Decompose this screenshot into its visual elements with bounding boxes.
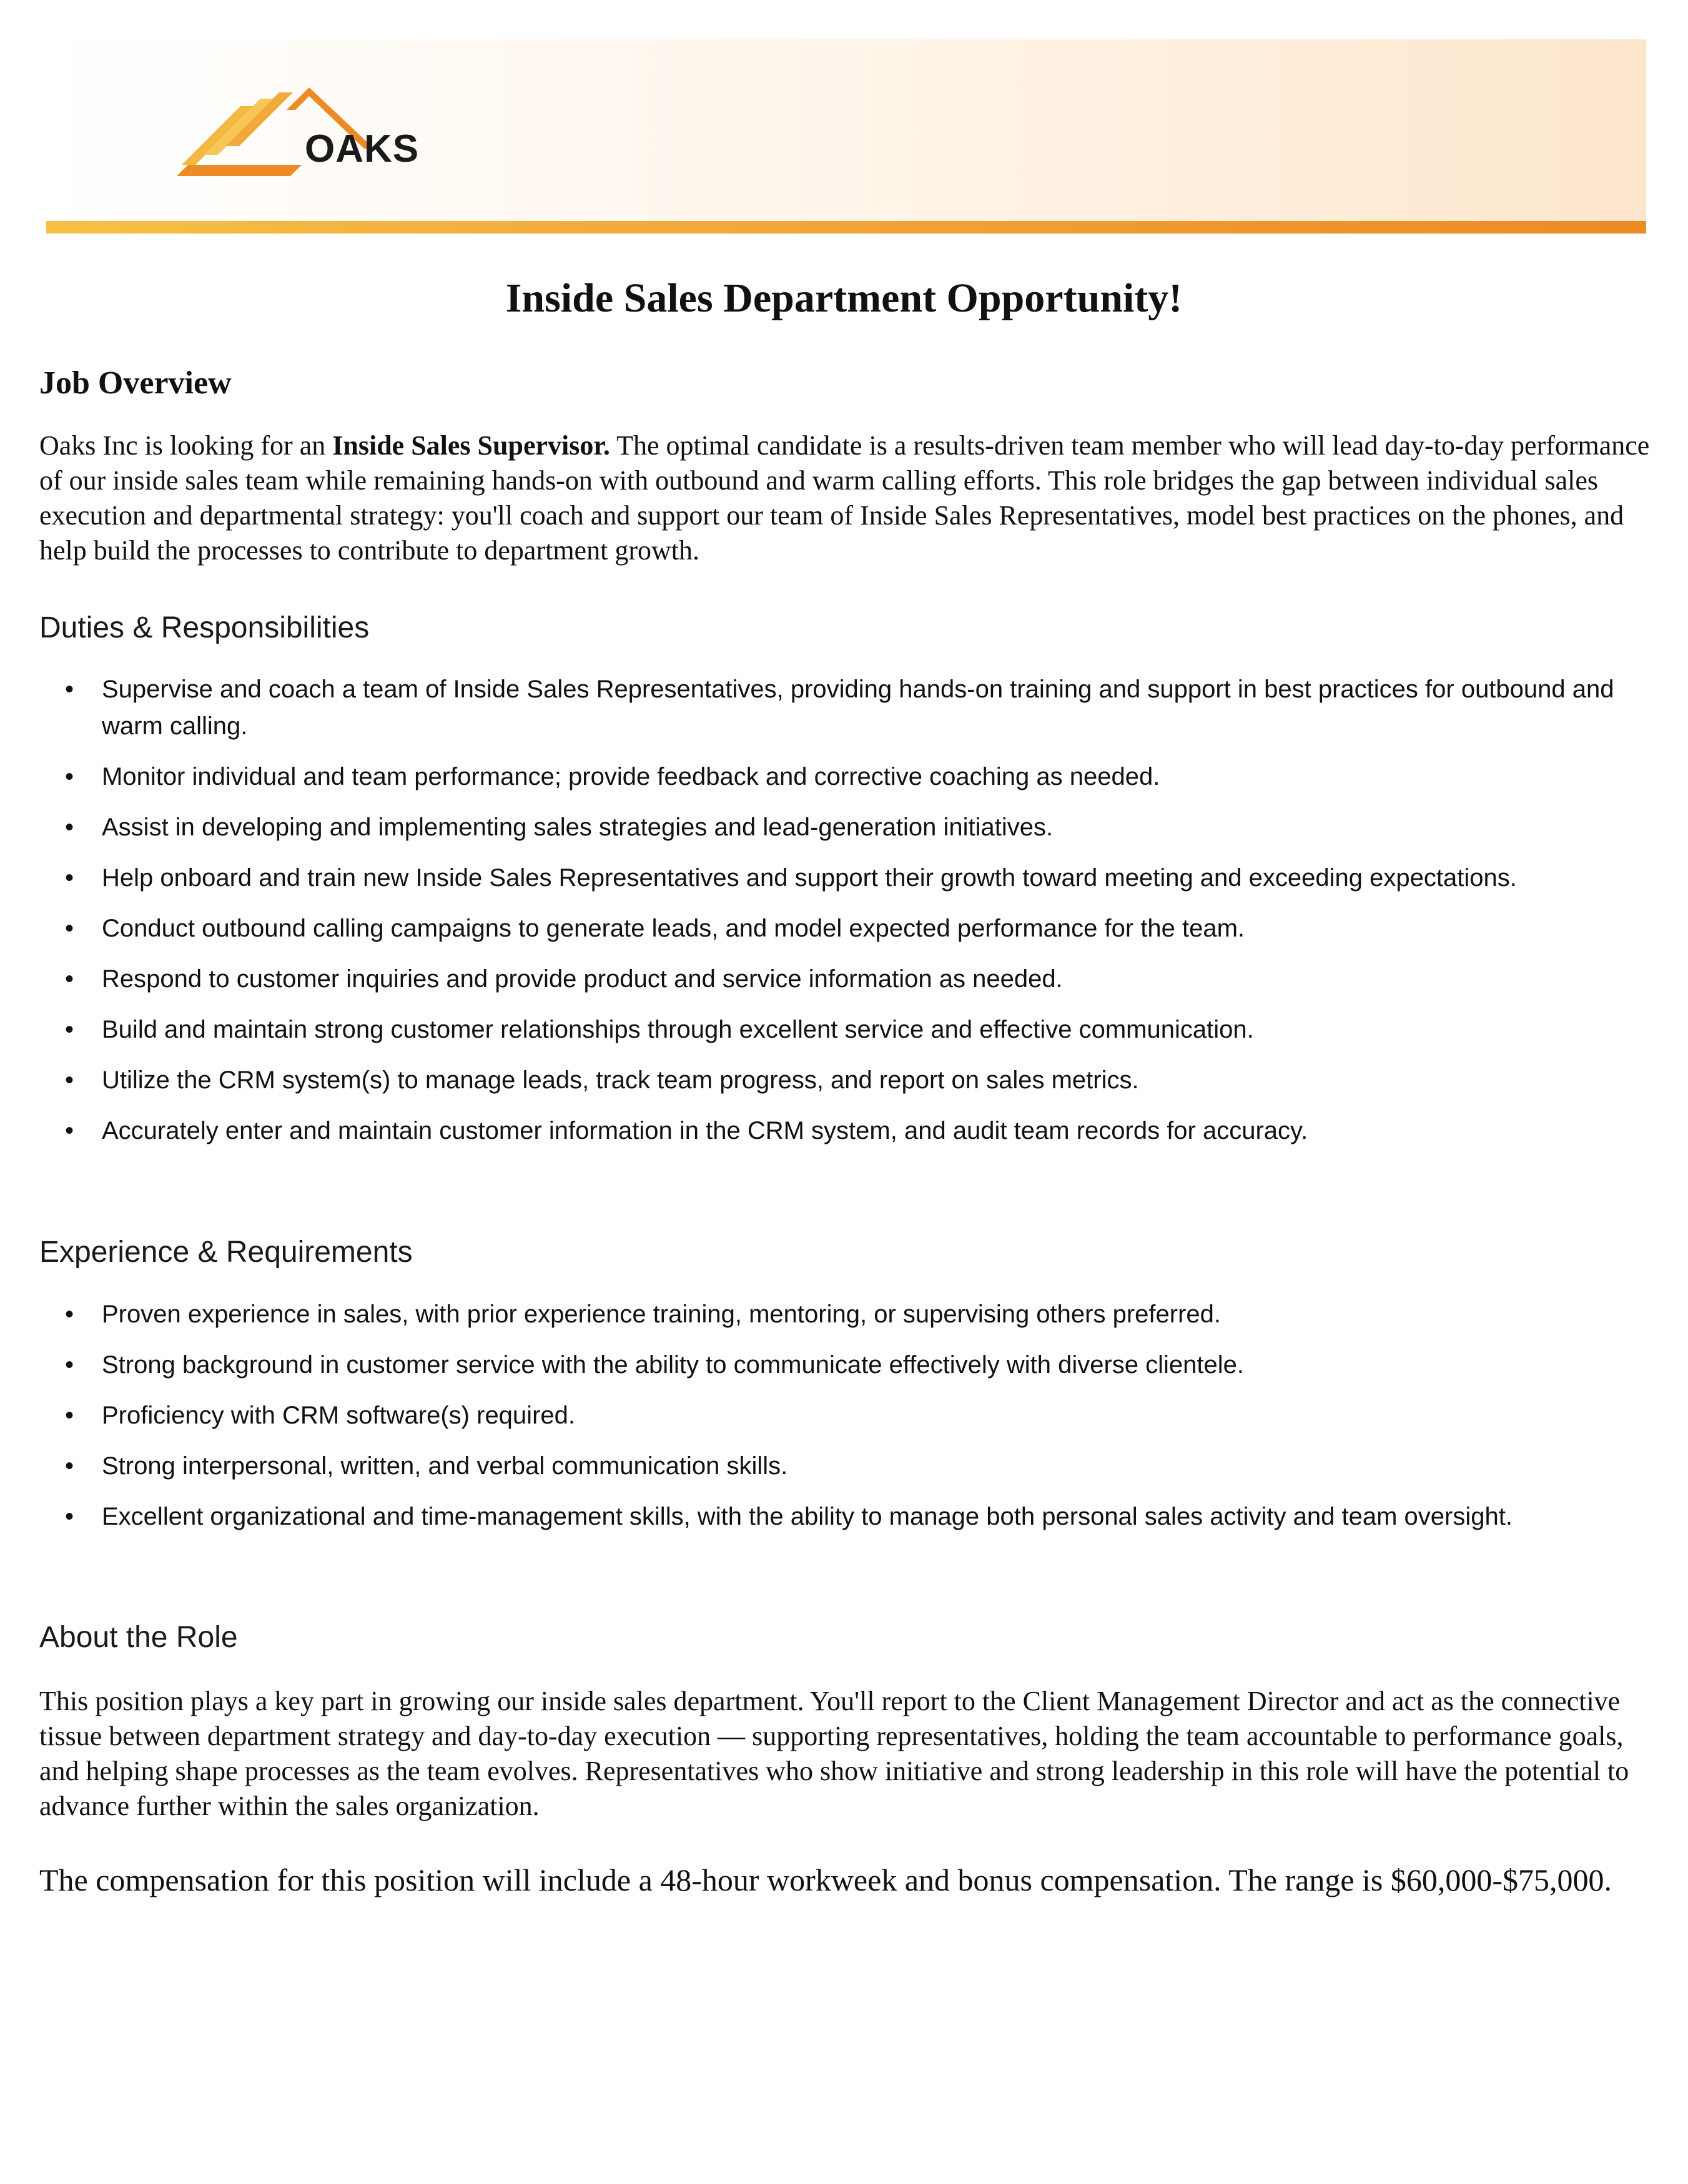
about-heading: About the Role — [39, 1621, 238, 1654]
compensation-text: The compensation for this position will include a 48-hour workweek and bonus compensation. The range is $60,000-$75,000. — [39, 1862, 1612, 1897]
requirements-list — [39, 1296, 1626, 1549]
list-item: • Help onboard and train new Inside Sales Representatives and support their growth toward meeting and exceeding expectations. — [39, 860, 1626, 897]
list-item: • Respond to customer inquiries and provide product and service information as needed. — [39, 961, 1626, 998]
bullet-icon: • — [65, 1503, 74, 1530]
about-text: This position plays a key part in growing our inside sales department. You'll report to the Client Management Director and act as the connective tissue between department strategy and day-to-day execution — supporting representatives, holding the team accountable to performance goals, and helping shape processes as the team evolves. Representatives who show initiative and strong leadership in this role will have the potential to advance further within the sales organization. — [39, 1686, 1629, 1821]
job-overview-heading: Job Overview — [39, 365, 232, 401]
bullet-icon: • — [65, 1351, 74, 1379]
list-item: • Monitor individual and team performance; provide feedback and corrective coaching as needed. — [39, 759, 1626, 795]
job-overview-text — [39, 428, 1651, 568]
job-overview-role: Inside Sales Supervisor. — [332, 430, 610, 461]
list-item: • Utilize the CRM system(s) to manage leads, track team progress, and report on sales metrics. — [39, 1062, 1626, 1099]
list-item: • Build and maintain strong customer relationships through excellent service and effective communication. — [39, 1011, 1626, 1048]
list-item: • Conduct outbound calling campaigns to generate leads, and model expected performance for the team. — [39, 910, 1626, 947]
bullet-icon: • — [65, 915, 74, 942]
list-item: • Strong background in customer service with the ability to communicate effectively with diverse clientele. — [39, 1347, 1626, 1384]
list-item: • Proficiency with CRM software(s) required. — [39, 1397, 1626, 1434]
logo-text: OAKS — [305, 127, 420, 170]
bullet-icon: • — [65, 1117, 74, 1144]
list-item: • Strong interpersonal, written, and verbal communication skills. — [39, 1448, 1626, 1485]
list-item: • Proven experience in sales, with prior experience training, mentoring, or supervising others preferred. — [39, 1296, 1626, 1333]
oaks-logo — [177, 84, 439, 177]
duties-list — [39, 671, 1626, 1163]
job-overview-text-after: The optimal candidate is a results-driven team member who will lead day-to-day performance of our inside sales team while remaining hands-on with outbound and warm calling efforts. This role bridges the gap between individual sales execution and departmental strategy: you'll coach and support our team of Inside Sales Representatives, model best practices on the phones, and help build the processes to contribute to department growth. — [39, 430, 1650, 566]
bullet-icon: • — [65, 676, 74, 703]
page-title: Inside Sales Department Opportunity! — [505, 275, 1183, 321]
bullet-icon: • — [65, 763, 74, 790]
bullet-icon: • — [65, 965, 74, 993]
list-item: • Supervise and coach a team of Inside Sales Representatives, providing hands-on training and support in best practices for outbound and warm calling. — [39, 671, 1626, 745]
bullet-icon: • — [65, 1066, 74, 1094]
job-overview-text-before: Oaks Inc is looking for an — [39, 430, 333, 461]
bullet-icon: • — [65, 814, 74, 841]
bullet-icon: • — [65, 864, 74, 892]
list-item: • Accurately enter and maintain customer information in the CRM system, and audit team records for accuracy. — [39, 1113, 1626, 1149]
header-accent-bar — [46, 221, 1646, 234]
list-item: • Assist in developing and implementing sales strategies and lead-generation initiatives. — [39, 809, 1626, 846]
duties-heading: Duties & Responsibilities — [39, 611, 370, 644]
bullet-icon: • — [65, 1016, 74, 1043]
bullet-icon: • — [65, 1452, 74, 1480]
bullet-icon: • — [65, 1301, 74, 1328]
bullet-icon: • — [65, 1402, 74, 1429]
requirements-heading: Experience & Requirements — [39, 1236, 413, 1269]
list-item: • Excellent organizational and time-management skills, with the ability to manage both personal sales activity and team oversight. — [39, 1498, 1626, 1535]
